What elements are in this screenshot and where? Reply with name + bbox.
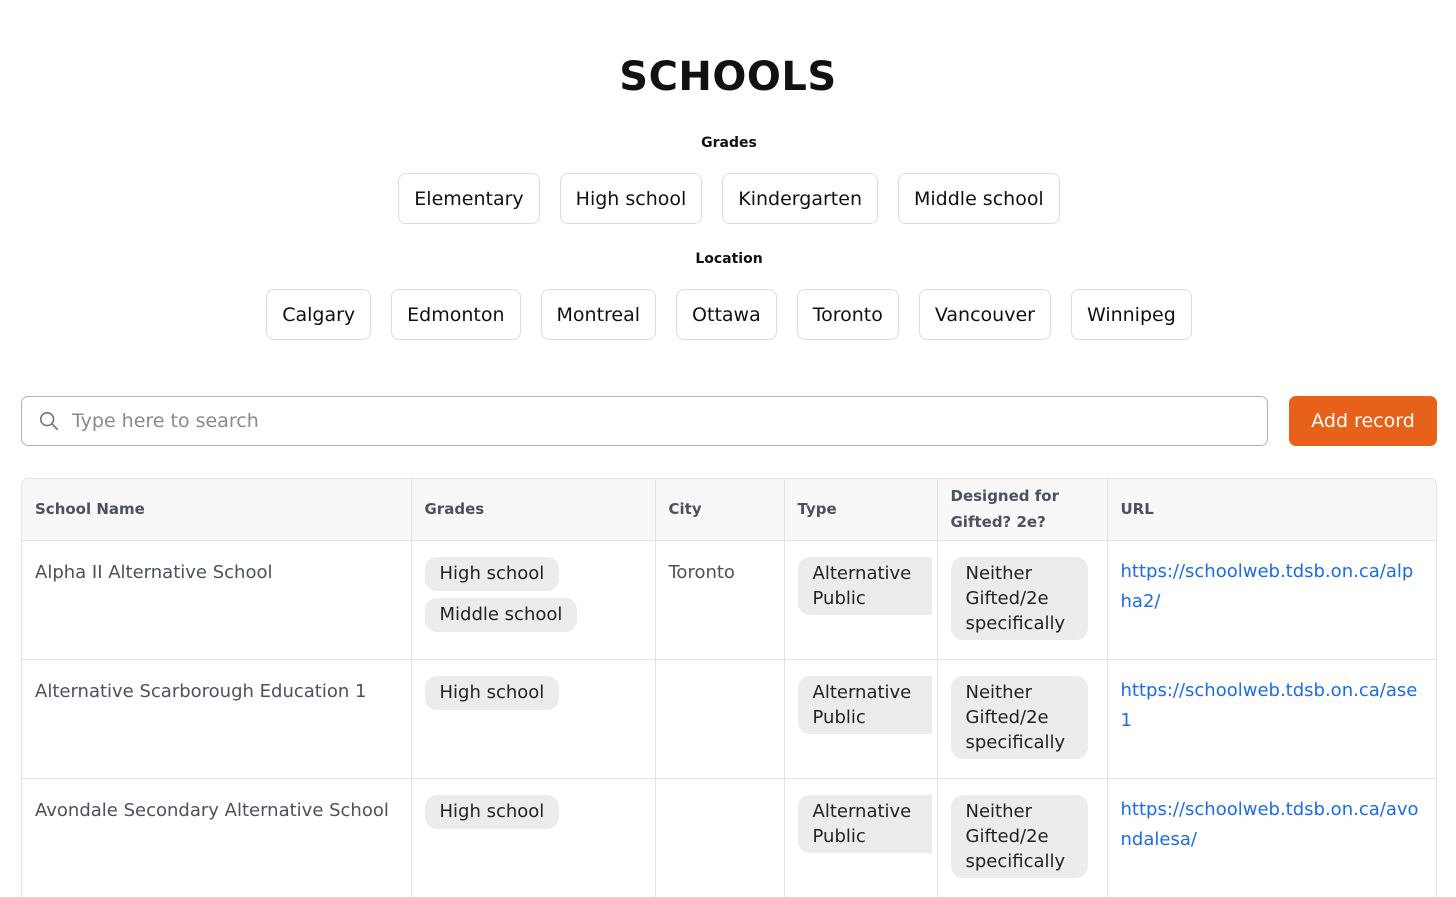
cell-gifted (937, 778, 1107, 897)
column-header-type[interactable]: Type (784, 479, 937, 540)
type-tag: Alternative Public (798, 676, 932, 734)
cell-type (784, 778, 937, 897)
cell-url (1107, 540, 1437, 659)
column-header-gifted[interactable]: Designed for Gifted? 2e? (937, 479, 1107, 540)
location-chip-winnipeg[interactable]: Winnipeg (1071, 289, 1192, 340)
column-header-city[interactable]: City (655, 479, 784, 540)
grade-chip-high-school[interactable]: High school (560, 173, 703, 224)
cell-city (655, 778, 784, 897)
cell-school-name: Alpha II Alternative School (22, 540, 411, 659)
cell-type (784, 659, 937, 778)
school-url-link[interactable]: https://schoolweb.tdsb.on.ca/avondalesa/ (1120, 798, 1419, 850)
cell-gifted (937, 659, 1107, 778)
grade-chip-elementary[interactable]: Elementary (398, 173, 539, 224)
cell-url (1107, 778, 1437, 897)
gifted-tag: Neither Gifted/2e specifically (951, 795, 1088, 878)
location-chip-ottawa[interactable]: Ottawa (676, 289, 777, 340)
cell-type (784, 540, 937, 659)
gifted-tag: Neither Gifted/2e specifically (951, 676, 1088, 759)
column-header-url[interactable]: URL (1107, 479, 1437, 540)
search-icon (38, 410, 60, 432)
column-header-school-name[interactable]: School Name (22, 479, 411, 540)
grades-filter-group (0, 173, 1456, 224)
location-filter-group (0, 289, 1456, 340)
table-row[interactable] (22, 778, 1437, 897)
cell-school-name: Avondale Secondary Alternative School (22, 778, 411, 897)
grade-tag-list (425, 676, 642, 717)
location-chip-calgary[interactable]: Calgary (266, 289, 371, 340)
search-input[interactable] (70, 400, 1267, 442)
cell-grades (411, 540, 655, 659)
school-url-link[interactable]: https://schoolweb.tdsb.on.ca/alpha2/ (1120, 560, 1414, 612)
cell-city (655, 659, 784, 778)
grade-chip-middle-school[interactable]: Middle school (898, 173, 1060, 224)
location-filter-label: Location (695, 251, 763, 267)
type-tag: Alternative Public (798, 557, 932, 615)
grade-tag-list (425, 795, 642, 836)
location-chip-toronto[interactable]: Toronto (797, 289, 899, 340)
grade-chip-kindergarten[interactable]: Kindergarten (722, 173, 878, 224)
cell-school-name: Alternative Scarborough Education 1 (22, 659, 411, 778)
grade-tag: High school (425, 795, 560, 829)
school-url-link[interactable]: https://schoolweb.tdsb.on.ca/ase1 (1120, 679, 1418, 731)
schools-table (22, 479, 1437, 897)
schools-table-container (21, 478, 1437, 897)
cell-city: Toronto (655, 540, 784, 659)
table-header-row (22, 479, 1437, 540)
grades-filter-label: Grades (701, 135, 757, 151)
page-title: SCHOOLS (619, 54, 837, 100)
location-chip-vancouver[interactable]: Vancouver (919, 289, 1051, 340)
cell-gifted (937, 540, 1107, 659)
grade-tag: High school (425, 676, 560, 710)
add-record-button[interactable]: Add record (1289, 396, 1437, 446)
search-box (21, 396, 1268, 446)
table-row[interactable] (22, 540, 1437, 659)
grade-tag: Middle school (425, 598, 578, 632)
type-tag: Alternative Public (798, 795, 932, 853)
table-body (22, 540, 1437, 897)
cell-url (1107, 659, 1437, 778)
gifted-tag: Neither Gifted/2e specifically (951, 557, 1088, 640)
table-row[interactable] (22, 659, 1437, 778)
cell-grades (411, 659, 655, 778)
grade-tag: High school (425, 557, 560, 591)
column-header-grades[interactable]: Grades (411, 479, 655, 540)
grade-tag-list (425, 557, 642, 639)
location-chip-montreal[interactable]: Montreal (541, 289, 657, 340)
cell-grades (411, 778, 655, 897)
location-chip-edmonton[interactable]: Edmonton (391, 289, 520, 340)
